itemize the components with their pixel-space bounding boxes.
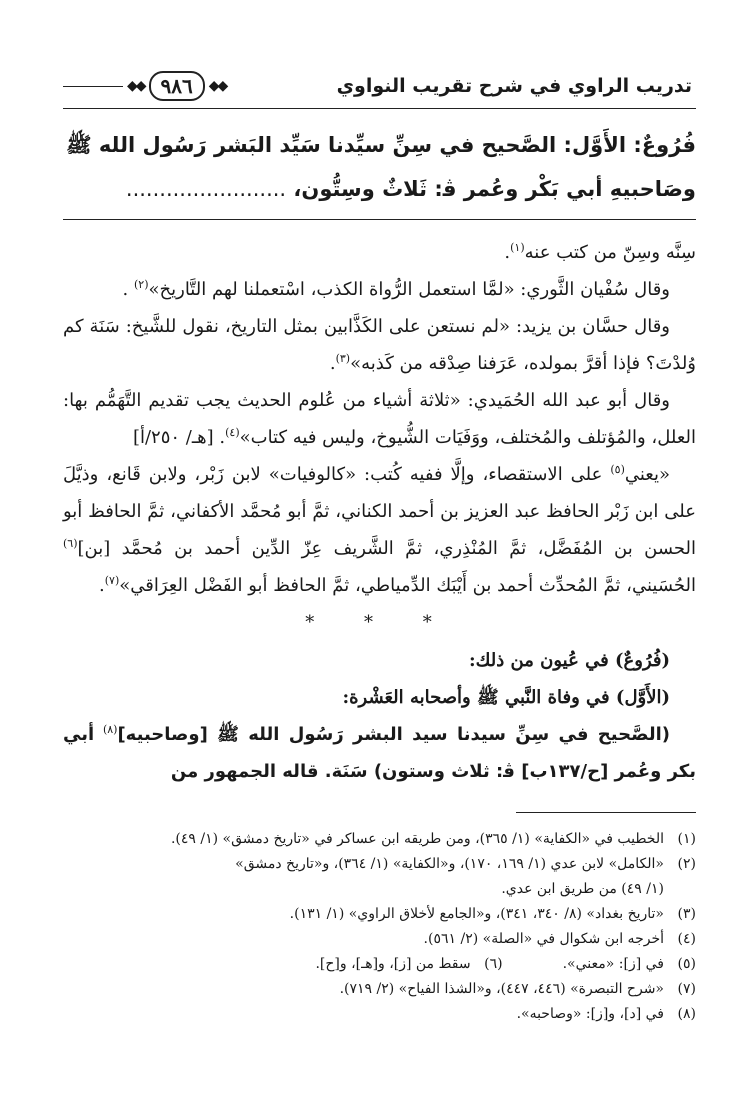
footnotes [63, 827, 696, 1027]
footnote-rule [516, 812, 696, 813]
page-header [63, 64, 696, 109]
section-divider: * * * [305, 612, 454, 633]
footnote-ref[interactable]: (٨) [102, 723, 118, 736]
footnote-pair [63, 952, 696, 977]
paragraph-4: وقال أبو عبد الله الحُمَيدي: «ثلاثة أشياء من عُلوم الحديث يجب تقديم التَّهَمُّم بها: العلل، والمُؤتلف والمُختلف، ووَفَيَات الشُّيوخ، وليس فيه كتاب»$^{(٤)}$. [هـ/ ٢٥٠/أ] [63, 390, 696, 448]
footnote: (٧) «شرح التبصرة» (٤٤٦، ٤٤٧)، و«الشذا الفياح» (٢/ ٧١٩). [339, 981, 696, 997]
manuscript-ref: [هـ/ ٢٥٠/أ] [132, 427, 214, 448]
footnote: (٣) «تاريخ بغداد» (٨/ ٣٤٠، ٣٤١)، و«الجامع لأخلاق الراوي» (١/ ١٣١). [289, 906, 696, 922]
paragraph-8: (الصَّحيح في سِنِّ سيدنا سيد البشر رَسُول الله ﷺ [وصاحبيه]$^{(٨)}$ أبي بكر وعُمر [ح/١٣٧ب] ﭬ: ثلاث وستون) سَنَة. قاله الجمهور من [63, 723, 696, 782]
page-number: ٩٨٦ [149, 71, 205, 101]
paragraph-1: سِنَّه وسِنّ من كتب عنه$^{(١)}$. [504, 241, 696, 263]
footnote: (٥) في [ز]: «معني». [562, 956, 696, 972]
footnote-ref[interactable]: (٤) [225, 426, 240, 439]
ornament-icon: ◆◆ [208, 78, 227, 94]
paragraph-3: وقال حسَّان بن يزيد: «لم نستعن على الكَذَّابين بمثل التاريخ، نقول للشَّيخ: سَنَة كم وُلدْتَ؟ فإذا أقرَّ بمولده، عَرَفنا صِدْقه من كَذبه»$^{(٣)}$. [63, 316, 696, 374]
matn-text [63, 123, 696, 220]
commentary [63, 234, 696, 790]
paragraph-7: (الأَوَّل) في وفاة النَّبي ﷺ وأصحابه العَشْرة: [342, 687, 670, 708]
footnote: (٢) «الكامل» لابن عدي (١/ ١٦٩، ١٧٠)، و«الكفاية» (١/ ٣٦٤)، و«تاريخ دمشق» [235, 856, 696, 872]
footnote: (١) الخطيب في «الكفاية» (١/ ٣٦٥)، ومن طريقه ابن عساكر في «تاريخ دمشق» (١/ ٤٩). [170, 831, 696, 847]
matn-dots: ........................ [125, 177, 287, 201]
matn-line-1: فُرُوعٌ: الأَوَّل: الصَّحيح في سِنِّ سيِّدنا سَيِّد البَشر رَسُول الله ﷺ [66, 133, 696, 157]
running-title: تدريب الراوي في شرح تقريب النواوي [336, 75, 692, 97]
footnote: (٨) في [د]، و[ز]: «وصاحبه». [516, 1006, 696, 1022]
footnote-ref[interactable]: (٧) [104, 574, 120, 587]
footnote-continuation: (١/ ٤٩) من طريق ابن عدي. [501, 881, 664, 897]
ornament-icon: ◆◆ [127, 78, 145, 94]
footnote-ref[interactable]: (٢) [133, 278, 149, 291]
book-page [63, 64, 696, 1027]
paragraph-5: «يعني$^{(٥)}$ على الاستقصاء، وإلَّا ففيه كُتب: «كالوفيات» لابن زَبْر، ولابن قَانع، وذيَّلَ على ابن زَبْر الحافظ عبد العزيز بن أحمد الكناني، ثمَّ أبو مُحمَّد الأكفاني، ثمَّ الحافظ أبو الحسن بن المُفَضَّل، ثمَّ المُنْذِري، ثمَّ الشَّريف عِزّ الدِّين أحمد بن مُحمَّد [بن]$^{(٦)}$ الحُسَيني، ثمَّ المُحدِّث أحمد بن أَيْبَك الدِّمياطي، ثمَّ الحافظ أبو الفَضْل العِرَاقي»$^{(٧)}$. [63, 463, 696, 596]
footnote-ref[interactable]: (٣) [335, 352, 351, 365]
footnote-ref[interactable]: (١) [510, 241, 525, 254]
footnote-ref[interactable]: (٥) [610, 463, 625, 476]
header-rule [63, 86, 123, 87]
matn-line-2: وصَاحبيهِ أبي بَكْر وعُمر ﭬ: ثَلاثٌ وسِتُّون، ........................ [125, 177, 696, 201]
paragraph-2: وقال سُفْيان الثَّوري: «لمَّا استعمل الرُّواة الكذب، اسْتعملنا لهم التَّاريخ»$^{(٢)}$ . [122, 278, 670, 300]
footnote: (٦) سقط من [ز]، و[هـ]، و[ح]. [315, 956, 503, 972]
footnote-ref[interactable]: (٦) [63, 537, 78, 550]
page-number-badge [63, 71, 226, 101]
paragraph-6: (فُرُوعٌ) في عُيون من ذلك: [468, 650, 670, 671]
footnote: (٤) أخرجه ابن شكوال في «الصلة» (٢/ ٥٦١). [423, 931, 696, 947]
